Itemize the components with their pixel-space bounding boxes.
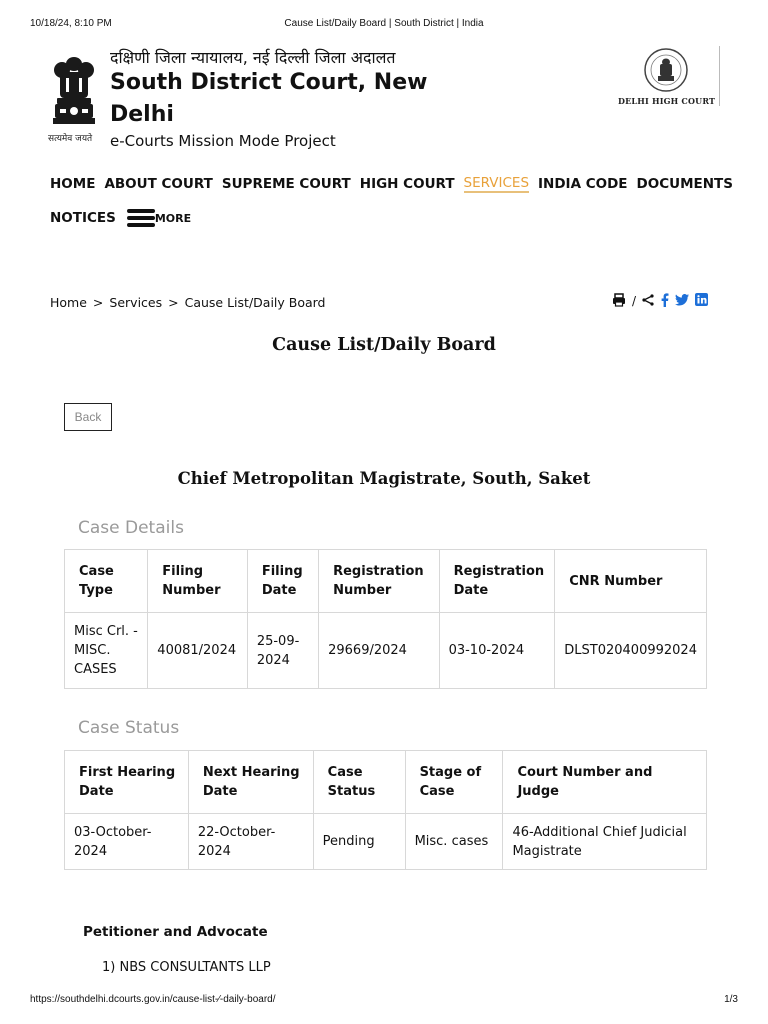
twitter-icon[interactable]	[675, 294, 689, 309]
column-header: Case Status	[313, 751, 405, 814]
table-header-row	[65, 751, 707, 814]
high-court-label: DELHI HIGH COURT	[618, 96, 716, 106]
share-separator: /	[632, 294, 637, 308]
case-status-table	[64, 750, 707, 870]
emblem-caption: सत्यमेव जयते	[48, 134, 93, 144]
hamburger-icon	[127, 207, 155, 229]
nav-home[interactable]: HOME	[50, 176, 96, 192]
nav-high-court[interactable]: HIGH COURT	[359, 176, 455, 192]
facebook-icon[interactable]	[660, 293, 669, 310]
table-cell: 22-October-2024	[188, 814, 313, 870]
nav-supreme-court[interactable]: SUPREME COURT	[221, 176, 351, 192]
column-header: Court Number and Judge	[503, 751, 707, 814]
print-url: https://southdelhi.dcourts.gov.in/cause-list-⁄-daily-board/	[30, 994, 276, 1005]
print-page-title: Cause List/Daily Board | South District | India	[284, 18, 484, 29]
table-cell: Misc. cases	[405, 814, 503, 870]
page-title: Cause List/Daily Board	[272, 335, 496, 355]
breadcrumb-separator: >	[92, 295, 104, 310]
more-label: MORE	[154, 211, 192, 225]
breadcrumb-separator: >	[168, 295, 179, 310]
nav-india-code[interactable]: INDIA CODE	[538, 176, 628, 192]
nav-row-secondary	[50, 208, 191, 228]
case-details-table	[64, 549, 707, 689]
table-cell: 29669/2024	[319, 613, 439, 689]
print-datetime: 10/18/24, 8:10 PM	[30, 18, 112, 29]
column-header: First Hearing Date	[65, 751, 189, 814]
column-header: Stage of Case	[405, 751, 503, 814]
case-status-heading: Case Status	[78, 718, 180, 738]
table-cell: 03-10-2024	[439, 613, 555, 689]
table-row	[65, 613, 707, 689]
court-name-heading: Chief Metropolitan Magistrate, South, Saket	[177, 469, 591, 488]
breadcrumb-current: Cause List/Daily Board	[184, 295, 326, 310]
petitioner-heading: Petitioner and Advocate	[83, 924, 268, 940]
table-cell: 03-October-2024	[65, 814, 189, 870]
back-button[interactable]: Back	[64, 403, 112, 431]
breadcrumb-services[interactable]: Services	[109, 295, 163, 310]
column-header: Filing Number	[148, 550, 248, 613]
table-cell: 40081/2024	[148, 613, 248, 689]
nav-row-primary	[50, 174, 733, 194]
column-header: CNR Number	[555, 550, 707, 613]
breadcrumb-home[interactable]: Home	[50, 295, 87, 310]
column-header: Registration Number	[319, 550, 439, 613]
site-title[interactable]: South District Court, New Delhi	[110, 70, 428, 127]
site-hindi-name: दक्षिणी जिला न्यायालय, नई दिल्ली जिला अदालत	[110, 48, 396, 67]
column-header: Filing Date	[247, 550, 318, 613]
delhi-high-court-logo[interactable]	[612, 46, 720, 106]
table-header-row	[65, 550, 707, 613]
linkedin-icon[interactable]	[695, 293, 708, 309]
nav-about-court[interactable]: ABOUT COURT	[104, 176, 213, 192]
column-header: Registration Date	[439, 550, 555, 613]
column-header: Next Hearing Date	[188, 751, 313, 814]
table-cell: 46-Additional Chief Judicial Magistrate	[503, 814, 707, 870]
more-menu-button[interactable]	[127, 207, 191, 229]
breadcrumb	[50, 295, 326, 310]
nav-documents[interactable]: DOCUMENTS	[636, 176, 733, 192]
case-details-heading: Case Details	[78, 518, 184, 538]
column-header: Case Type	[65, 550, 148, 613]
table-cell: Misc Crl. - MISC. CASES	[65, 613, 148, 689]
share-icon[interactable]	[642, 294, 654, 309]
table-cell: DLST020400992024	[555, 613, 707, 689]
share-toolbar	[612, 292, 708, 310]
table-cell: Pending	[313, 814, 405, 870]
table-cell: 25-09-2024	[247, 613, 318, 689]
nav-services[interactable]: SERVICES	[463, 175, 530, 191]
print-header	[30, 18, 738, 32]
table-row	[65, 814, 707, 870]
print-icon[interactable]	[612, 293, 626, 310]
main-nav	[50, 174, 733, 226]
nav-notices[interactable]: NOTICES	[50, 210, 116, 226]
site-subtitle: e-Courts Mission Mode Project	[110, 132, 336, 150]
list-item: 1) NBS CONSULTANTS LLP	[102, 960, 271, 975]
print-footer	[30, 994, 738, 1008]
print-page-number: 1/3	[724, 994, 738, 1005]
